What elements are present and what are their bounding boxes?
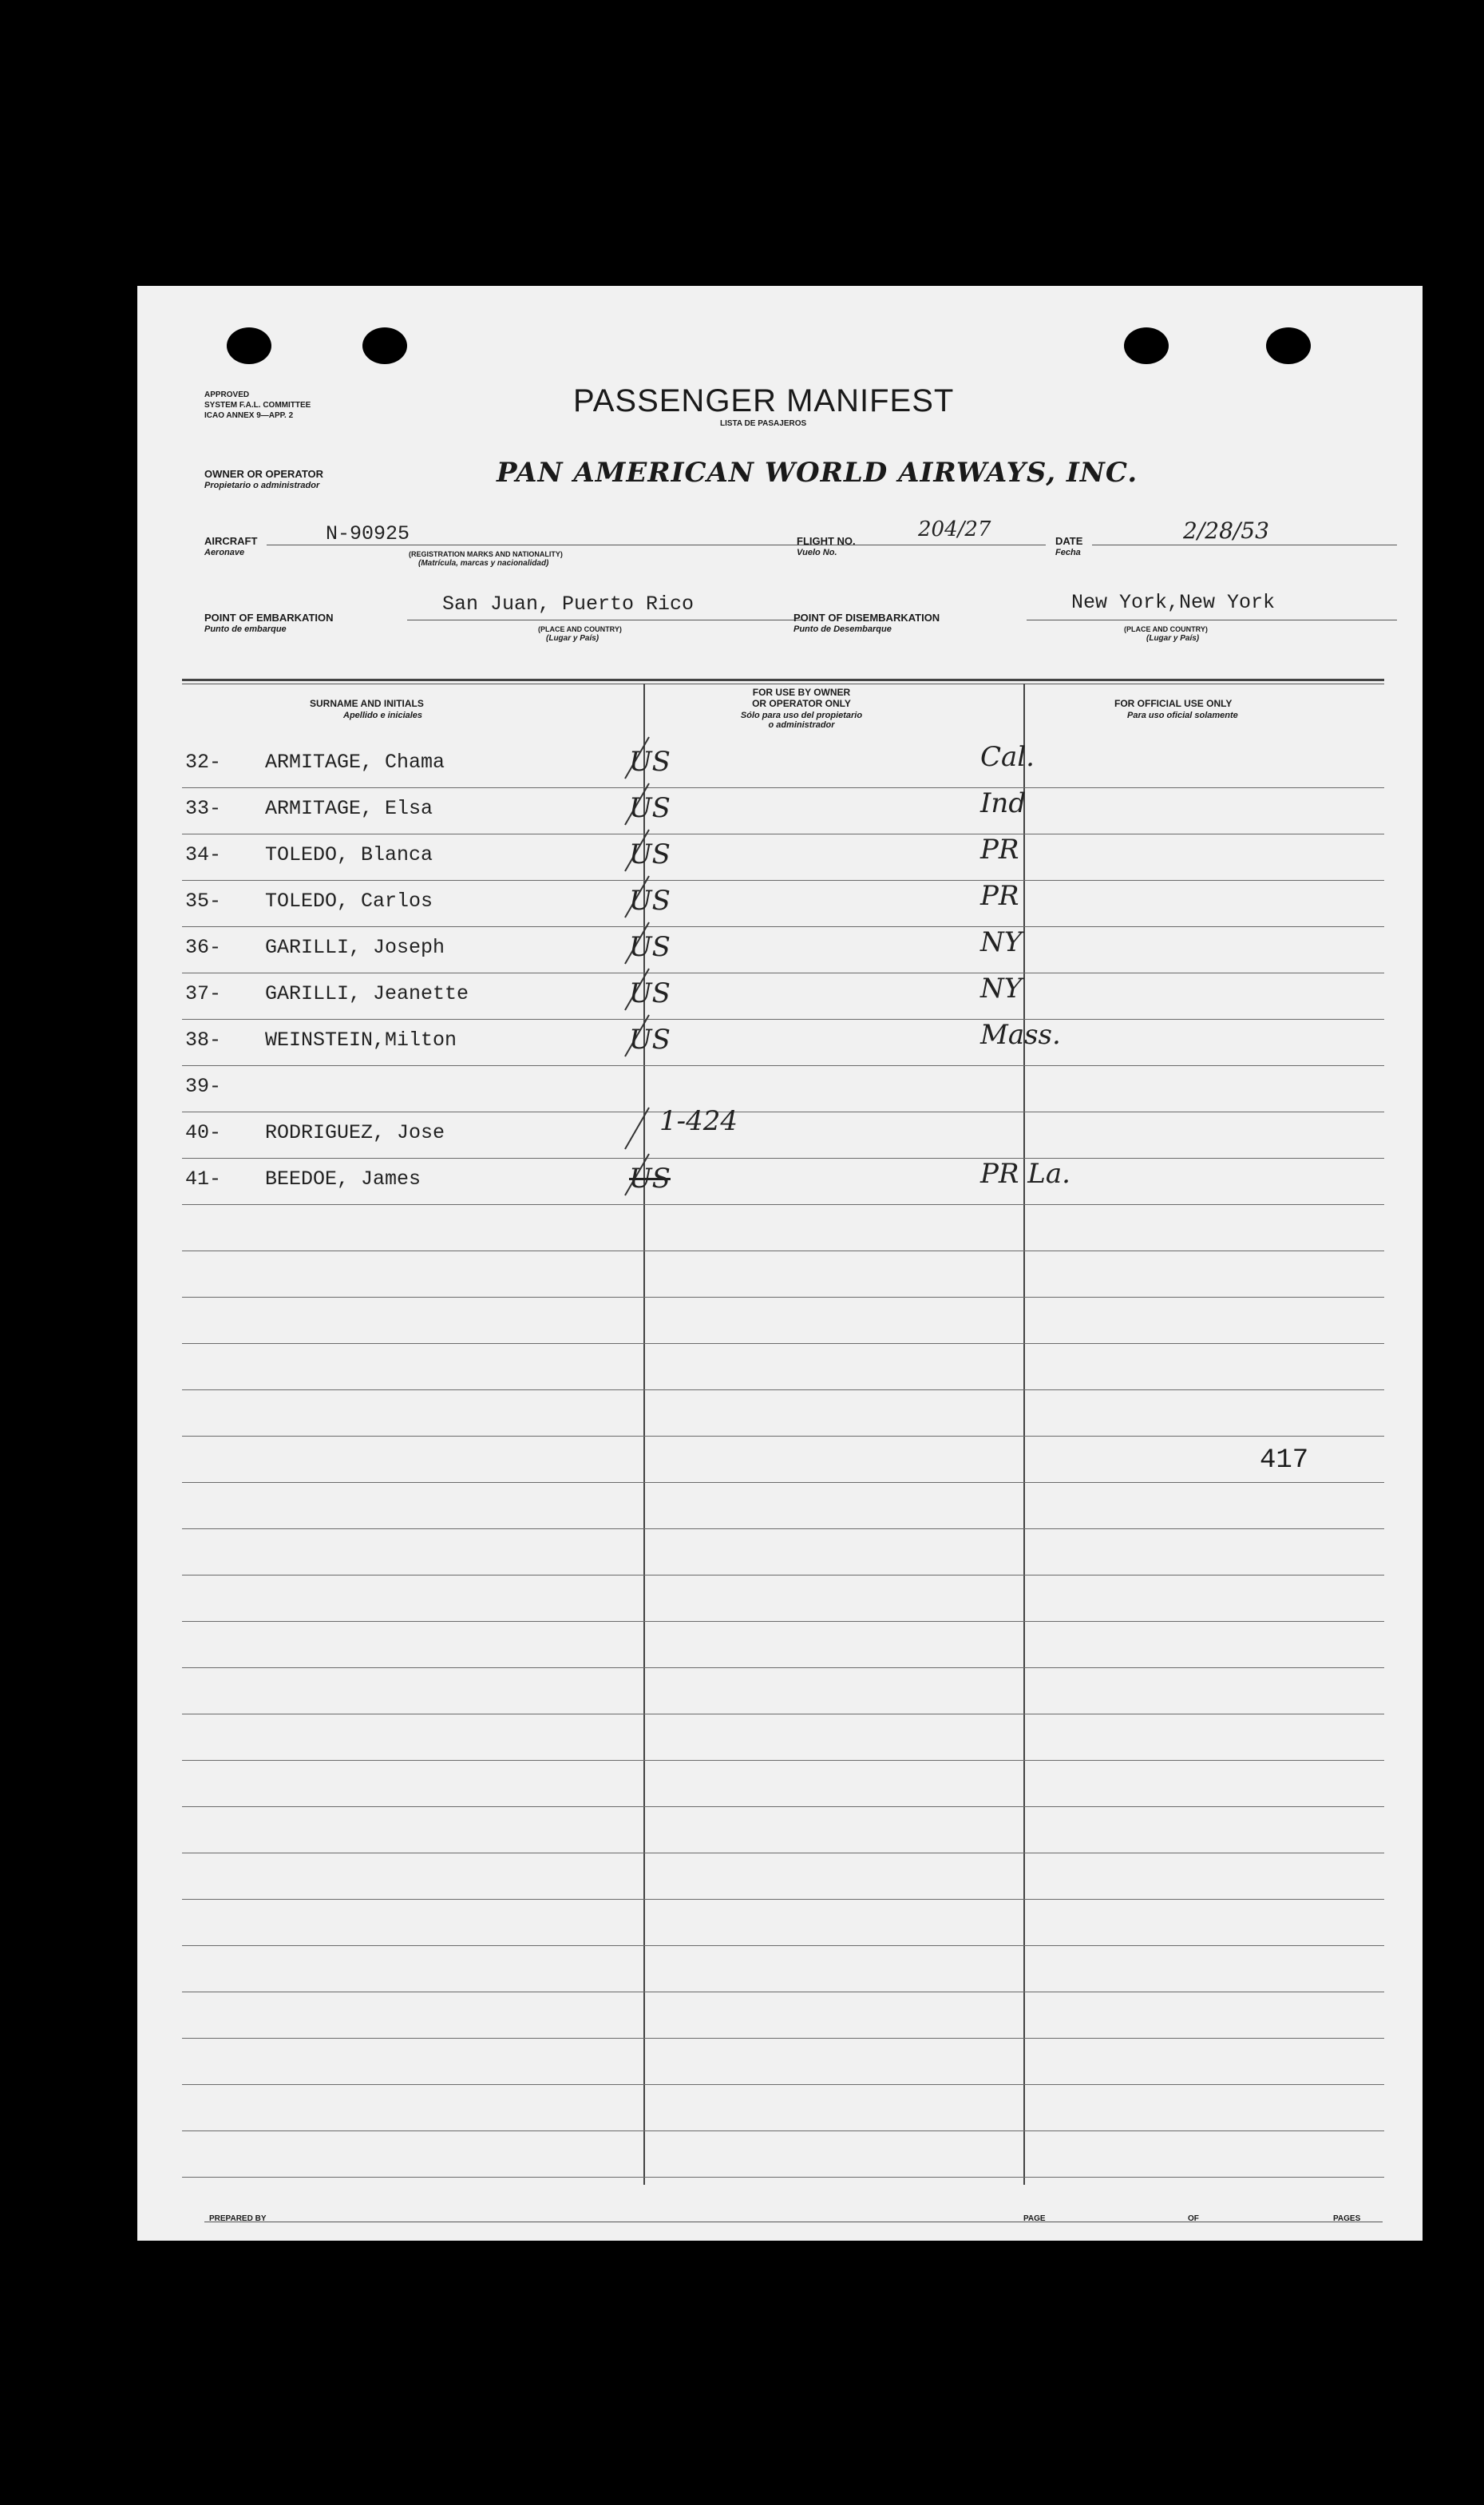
row-number: 36- xyxy=(185,936,222,959)
embarkation-note-es: (Lugar y País) xyxy=(546,634,600,643)
ruled-line xyxy=(182,1945,1384,1946)
row-number: 39- xyxy=(185,1075,222,1098)
aircraft-value: N-90925 xyxy=(326,522,410,545)
ruled-line xyxy=(182,1806,1384,1807)
col-surname-header: SURNAME AND INITIALS xyxy=(310,698,424,709)
passenger-row xyxy=(182,787,1384,834)
row-number: 34- xyxy=(185,843,222,866)
row-number: 33- xyxy=(185,797,222,820)
row-number: 37- xyxy=(185,982,222,1005)
embarkation-value: San Juan, Puerto Rico xyxy=(442,593,695,616)
passenger-row xyxy=(182,926,1384,973)
page-label: PAGE xyxy=(1023,2214,1046,2223)
official-note: PR xyxy=(980,880,1019,912)
row-number: 38- xyxy=(185,1029,222,1052)
row-number: 41- xyxy=(185,1167,222,1191)
col-official-header-es: Para uso oficial solamente xyxy=(1127,711,1238,720)
ruled-line xyxy=(182,1575,1384,1576)
punch-hole xyxy=(1266,327,1311,364)
official-note: Mass. xyxy=(980,1019,1061,1051)
passenger-name: RODRIGUEZ, Jose xyxy=(265,1121,445,1144)
owner-label: OWNER OR OPERATOR xyxy=(204,468,324,480)
nationality: US xyxy=(629,792,671,824)
official-note: PR La. xyxy=(980,1158,1070,1190)
disembarkation-label: POINT OF DISEMBARKATION xyxy=(793,612,940,624)
ruled-line xyxy=(182,1760,1384,1761)
official-note: PR xyxy=(980,834,1019,866)
nationality: US xyxy=(629,1024,671,1056)
col-owner-header-es: Sólo para uso del propietario o administrador xyxy=(740,711,863,730)
passenger-name: WEINSTEIN,Milton xyxy=(265,1029,457,1052)
disembarkation-label-es: Punto de Desembarque xyxy=(793,624,892,634)
passenger-row xyxy=(182,1019,1384,1066)
nationality: 1-424 xyxy=(659,1105,738,1137)
ruled-line xyxy=(182,1389,1384,1390)
embarkation-label: POINT OF EMBARKATION xyxy=(204,612,334,624)
approval-line: APPROVED xyxy=(204,390,250,399)
nationality: US xyxy=(629,977,671,1009)
owner-label-es: Propietario o administrador xyxy=(204,481,320,490)
passenger-row xyxy=(182,973,1384,1020)
date-value: 2/28/53 xyxy=(1183,517,1269,544)
disembarkation-value: New York,New York xyxy=(1071,591,1276,614)
ruled-line xyxy=(182,2177,1384,2178)
official-note: Ind xyxy=(980,787,1027,819)
passenger-name: BEEDOE, James xyxy=(265,1167,421,1191)
nationality: US xyxy=(629,885,671,917)
punch-hole xyxy=(1124,327,1169,364)
passenger-name: GARILLI, Joseph xyxy=(265,936,445,959)
col-official-header: FOR OFFICIAL USE ONLY xyxy=(1114,698,1233,709)
prepared-by-label: PREPARED BY xyxy=(209,2214,267,2223)
form-subtitle: LISTA DE PASAJEROS xyxy=(720,419,807,428)
passenger-name: ARMITAGE, Chama xyxy=(265,751,445,774)
approval-line: SYSTEM F.A.L. COMMITTEE xyxy=(204,401,311,410)
aircraft-note-es: (Matrícula, marcas y nacionalidad) xyxy=(418,559,549,568)
ruled-line xyxy=(182,1899,1384,1900)
embarkation-label-es: Punto de embarque xyxy=(204,624,287,634)
nationality: US xyxy=(629,931,671,963)
passenger-row xyxy=(182,741,1384,788)
passenger-row xyxy=(182,1065,1384,1112)
flight-label-es: Vuelo No. xyxy=(797,548,837,557)
date-label-es: Fecha xyxy=(1055,548,1081,557)
embarkation-note: (PLACE AND COUNTRY) xyxy=(538,625,622,633)
punch-hole xyxy=(362,327,407,364)
passenger-row xyxy=(182,834,1384,881)
passenger-name: ARMITAGE, Elsa xyxy=(265,797,433,820)
passenger-name: TOLEDO, Blanca xyxy=(265,843,433,866)
disembarkation-note: (PLACE AND COUNTRY) xyxy=(1124,625,1208,633)
ruled-line xyxy=(182,1297,1384,1298)
ruled-line xyxy=(182,1621,1384,1622)
disembarkation-note-es: (Lugar y País) xyxy=(1146,634,1200,643)
official-note: NY xyxy=(980,973,1023,1005)
nationality: US xyxy=(629,746,671,778)
ruled-line xyxy=(182,1667,1384,1668)
nationality: US xyxy=(629,838,671,870)
approval-block xyxy=(204,390,311,421)
ruled-line xyxy=(182,2130,1384,2131)
official-note: NY xyxy=(980,926,1023,958)
aircraft-label: AIRCRAFT xyxy=(204,535,258,547)
ruled-line xyxy=(182,1482,1384,1483)
row-number: 35- xyxy=(185,890,222,913)
col-surname-header-es: Apellido e iniciales xyxy=(343,711,423,720)
flight-label: FLIGHT NO. xyxy=(797,535,856,547)
row-number: 32- xyxy=(185,751,222,774)
flight-value: 204/27 xyxy=(918,517,991,541)
approval-line: ICAO ANNEX 9—APP. 2 xyxy=(204,411,294,420)
aircraft-label-es: Aeronave xyxy=(204,548,245,557)
ruled-line xyxy=(182,2038,1384,2039)
passenger-name: GARILLI, Jeanette xyxy=(265,982,469,1005)
of-label: OF xyxy=(1188,2214,1199,2223)
date-label: DATE xyxy=(1055,535,1083,547)
passenger-row xyxy=(182,1158,1384,1205)
col-owner-header: FOR USE BY OWNER OR OPERATOR ONLY xyxy=(752,687,851,709)
ruled-line xyxy=(182,2084,1384,2085)
official-note: Cal. xyxy=(980,741,1035,773)
pages-label: PAGES xyxy=(1333,2214,1361,2223)
passenger-name: TOLEDO, Carlos xyxy=(265,890,433,913)
nationality: US xyxy=(629,1163,671,1195)
passenger-row xyxy=(182,1105,1384,1159)
carrier-name: PAN AMERICAN WORLD AIRWAYS, INC. xyxy=(497,457,1138,489)
manifest-form xyxy=(137,286,1423,2241)
aircraft-note: (REGISTRATION MARKS AND NATIONALITY) xyxy=(409,550,563,558)
ruled-line xyxy=(182,1528,1384,1529)
punch-hole xyxy=(227,327,271,364)
ruled-line xyxy=(182,1436,1384,1437)
page-number: 417 xyxy=(1260,1445,1309,1476)
row-number: 40- xyxy=(185,1121,222,1144)
form-title: PASSENGER MANIFEST xyxy=(573,383,955,418)
ruled-line xyxy=(182,1343,1384,1344)
passenger-row xyxy=(182,880,1384,927)
